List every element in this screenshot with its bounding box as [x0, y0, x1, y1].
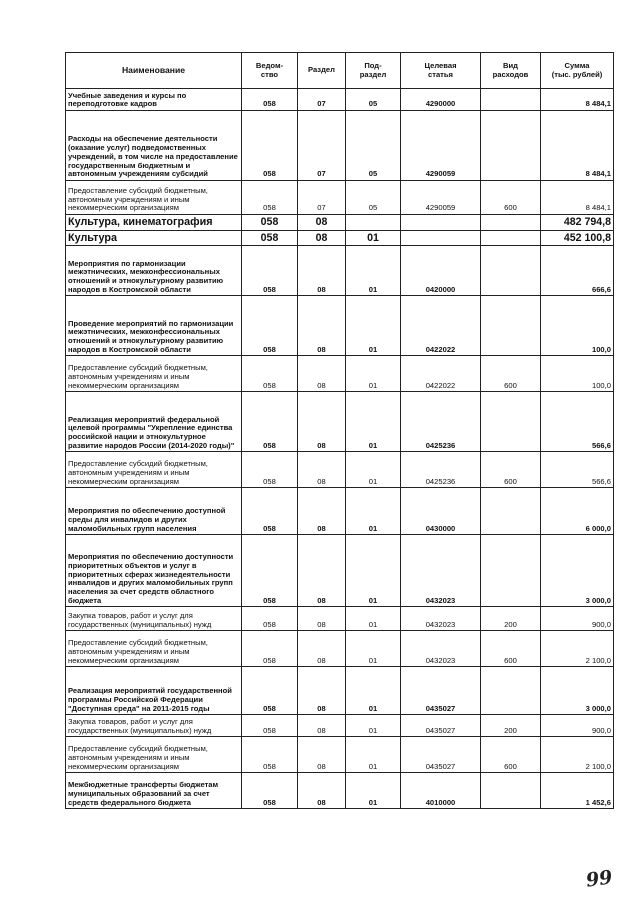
row-vid-rashodov: [481, 488, 541, 535]
row-summa: 666,6: [541, 246, 614, 296]
row-vedomstvo: 058: [242, 535, 298, 607]
row-name: Мероприятия по обеспечению доступности приоритетных объектов и услуг в приоритетных сферах жизнедеятельности инвалидов и других маломобильных групп населения за счет средств областного бюджета: [66, 535, 242, 607]
row-celevaya-statya: 0432023: [401, 607, 481, 631]
row-celevaya-statya: 0435027: [401, 737, 481, 773]
row-summa: 482 794,8: [541, 215, 614, 231]
row-vedomstvo: 058: [242, 181, 298, 215]
row-vedomstvo: 058: [242, 111, 298, 181]
row-podrazdel: 05: [346, 89, 401, 111]
row-podrazdel: 01: [346, 452, 401, 488]
row-name: Учебные заведения и курсы по переподготовке кадров: [66, 89, 242, 111]
row-vid-rashodov: [481, 246, 541, 296]
table-header-row: [66, 53, 614, 89]
row-vedomstvo: 058: [242, 607, 298, 631]
row-celevaya-statya: 0420000: [401, 246, 481, 296]
header-name: Наименование: [66, 53, 242, 89]
row-podrazdel: 01: [346, 535, 401, 607]
row-vid-rashodov: [481, 296, 541, 356]
table-row: [66, 392, 614, 452]
row-summa: 566,6: [541, 452, 614, 488]
row-vedomstvo: 058: [242, 488, 298, 535]
row-razdel: 08: [298, 607, 346, 631]
row-podrazdel: 01: [346, 631, 401, 667]
row-summa: 1 452,6: [541, 773, 614, 809]
row-podrazdel: 01: [346, 296, 401, 356]
budget-table: [65, 52, 614, 809]
row-vid-rashodov: 600: [481, 631, 541, 667]
row-vid-rashodov: [481, 773, 541, 809]
table-row: [66, 773, 614, 809]
row-summa: 2 100,0: [541, 631, 614, 667]
row-vid-rashodov: 200: [481, 715, 541, 737]
row-razdel: 08: [298, 737, 346, 773]
row-razdel: 08: [298, 631, 346, 667]
header-podrazdel: Под- раздел: [346, 53, 401, 89]
row-razdel: 08: [298, 296, 346, 356]
row-razdel: 08: [298, 392, 346, 452]
row-razdel: 08: [298, 535, 346, 607]
row-summa: 8 484,1: [541, 181, 614, 215]
row-celevaya-statya: 0432023: [401, 535, 481, 607]
header-celevaya-statya: Целевая статья: [401, 53, 481, 89]
table-row: [66, 607, 614, 631]
row-name: Культура, кинематография: [66, 215, 242, 231]
row-name: Предоставление субсидий бюджетным, автономным учреждениям и иным некоммерческим организациям: [66, 356, 242, 392]
row-razdel: 08: [298, 215, 346, 231]
row-razdel: 08: [298, 488, 346, 535]
row-vid-rashodov: [481, 231, 541, 246]
row-name: Предоставление субсидий бюджетным, автономным учреждениям и иным некоммерческим организациям: [66, 181, 242, 215]
row-vid-rashodov: [481, 535, 541, 607]
row-celevaya-statya: 4290000: [401, 89, 481, 111]
row-summa: 3 000,0: [541, 667, 614, 715]
row-summa: 900,0: [541, 607, 614, 631]
row-celevaya-statya: 0422022: [401, 296, 481, 356]
row-vid-rashodov: [481, 111, 541, 181]
row-name: Расходы на обеспечение деятельности (оказание услуг) подведомственных учреждений, в том числе на предоставление государственным бюджетным и автономным учреждениям субсидий: [66, 111, 242, 181]
row-razdel: 08: [298, 231, 346, 246]
table-row: [66, 215, 614, 231]
page-number: 99: [584, 866, 614, 892]
table-row: [66, 231, 614, 246]
row-razdel: 08: [298, 246, 346, 296]
row-name: Мероприятия по гармонизации межэтнических, межконфессиональных отношений и этнокультурному развитию народов в Костромской области: [66, 246, 242, 296]
row-vedomstvo: 058: [242, 392, 298, 452]
table-row: [66, 356, 614, 392]
row-vedomstvo: 058: [242, 356, 298, 392]
row-vid-rashodov: 600: [481, 356, 541, 392]
row-name: Межбюджетные трансферты бюджетам муниципальных образований за счет средств федерального бюджета: [66, 773, 242, 809]
row-name: Проведение мероприятий по гармонизации межэтнических, межконфессиональных отношений и этнокультурному развитию народов в Костромской области: [66, 296, 242, 356]
row-podrazdel: 01: [346, 246, 401, 296]
table-row: [66, 246, 614, 296]
table-row: [66, 631, 614, 667]
row-summa: 100,0: [541, 296, 614, 356]
row-name: Предоставление субсидий бюджетным, автономным учреждениям и иным некоммерческим организациям: [66, 452, 242, 488]
table-row: [66, 452, 614, 488]
row-razdel: 07: [298, 89, 346, 111]
row-celevaya-statya: [401, 215, 481, 231]
row-vid-rashodov: [481, 215, 541, 231]
row-vid-rashodov: 600: [481, 452, 541, 488]
header-summa: Сумма (тыс. рублей): [541, 53, 614, 89]
row-vedomstvo: 058: [242, 296, 298, 356]
row-podrazdel: 01: [346, 392, 401, 452]
row-celevaya-statya: 0432023: [401, 631, 481, 667]
row-vedomstvo: 058: [242, 631, 298, 667]
table-row: [66, 535, 614, 607]
row-vedomstvo: 058: [242, 737, 298, 773]
row-podrazdel: 05: [346, 181, 401, 215]
row-razdel: 08: [298, 715, 346, 737]
row-vedomstvo: 058: [242, 773, 298, 809]
row-summa: 900,0: [541, 715, 614, 737]
row-celevaya-statya: 0435027: [401, 667, 481, 715]
table-row: [66, 111, 614, 181]
row-vedomstvo: 058: [242, 667, 298, 715]
row-name: Культура: [66, 231, 242, 246]
row-vedomstvo: 058: [242, 215, 298, 231]
table-body: [66, 89, 614, 809]
header-razdel: Раздел: [298, 53, 346, 89]
row-celevaya-statya: 0422022: [401, 356, 481, 392]
row-celevaya-statya: 0425236: [401, 452, 481, 488]
row-name: Закупка товаров, работ и услуг для государственных (муниципальных) нужд: [66, 715, 242, 737]
row-podrazdel: 01: [346, 231, 401, 246]
row-celevaya-statya: 0430000: [401, 488, 481, 535]
row-vedomstvo: 058: [242, 89, 298, 111]
row-vedomstvo: 058: [242, 452, 298, 488]
row-vid-rashodov: [481, 392, 541, 452]
row-vedomstvo: 058: [242, 246, 298, 296]
row-summa: 8 484,1: [541, 89, 614, 111]
row-name: Предоставление субсидий бюджетным, автономным учреждениям и иным некоммерческим организациям: [66, 631, 242, 667]
table-row: [66, 181, 614, 215]
row-name: Мероприятия по обеспечению доступной среды для инвалидов и других маломобильных групп населения: [66, 488, 242, 535]
row-razdel: 08: [298, 667, 346, 715]
row-razdel: 08: [298, 356, 346, 392]
row-vid-rashodov: 600: [481, 181, 541, 215]
header-vedomstvo: Ведом- ство: [242, 53, 298, 89]
row-podrazdel: 01: [346, 488, 401, 535]
row-razdel: 07: [298, 181, 346, 215]
table-row: [66, 667, 614, 715]
table-row: [66, 89, 614, 111]
row-vid-rashodov: 600: [481, 737, 541, 773]
row-name: Предоставление субсидий бюджетным, автономным учреждениям и иным некоммерческим организациям: [66, 737, 242, 773]
row-celevaya-statya: 4290059: [401, 111, 481, 181]
table-row: [66, 715, 614, 737]
row-vid-rashodov: [481, 89, 541, 111]
row-podrazdel: 01: [346, 715, 401, 737]
row-celevaya-statya: 4290059: [401, 181, 481, 215]
row-razdel: 08: [298, 452, 346, 488]
row-podrazdel: 01: [346, 667, 401, 715]
row-podrazdel: 01: [346, 737, 401, 773]
row-summa: 6 000,0: [541, 488, 614, 535]
row-name: Реализация мероприятий государственной программы Российской Федерации "Доступная среда" на 2011-2015 годы: [66, 667, 242, 715]
row-podrazdel: [346, 215, 401, 231]
row-podrazdel: 01: [346, 607, 401, 631]
row-vedomstvo: 058: [242, 231, 298, 246]
table-row: [66, 296, 614, 356]
row-summa: 452 100,8: [541, 231, 614, 246]
row-summa: 100,0: [541, 356, 614, 392]
row-celevaya-statya: 4010000: [401, 773, 481, 809]
row-vedomstvo: 058: [242, 715, 298, 737]
row-razdel: 07: [298, 111, 346, 181]
row-podrazdel: 01: [346, 773, 401, 809]
row-summa: 566,6: [541, 392, 614, 452]
row-vid-rashodov: 200: [481, 607, 541, 631]
table-row: [66, 737, 614, 773]
row-celevaya-statya: 0425236: [401, 392, 481, 452]
table-row: [66, 488, 614, 535]
row-summa: 8 484,1: [541, 111, 614, 181]
row-name: Реализация мероприятий федеральной целевой программы "Укрепление единства российской нации и этнокультурное развитие народов России (2014-2020 годы)": [66, 392, 242, 452]
row-vid-rashodov: [481, 667, 541, 715]
row-razdel: 08: [298, 773, 346, 809]
row-name: Закупка товаров, работ и услуг для государственных (муниципальных) нужд: [66, 607, 242, 631]
row-podrazdel: 01: [346, 356, 401, 392]
header-vid-rashodov: Вид расходов: [481, 53, 541, 89]
row-podrazdel: 05: [346, 111, 401, 181]
row-summa: 3 000,0: [541, 535, 614, 607]
row-summa: 2 100,0: [541, 737, 614, 773]
row-celevaya-statya: 0435027: [401, 715, 481, 737]
row-celevaya-statya: [401, 231, 481, 246]
